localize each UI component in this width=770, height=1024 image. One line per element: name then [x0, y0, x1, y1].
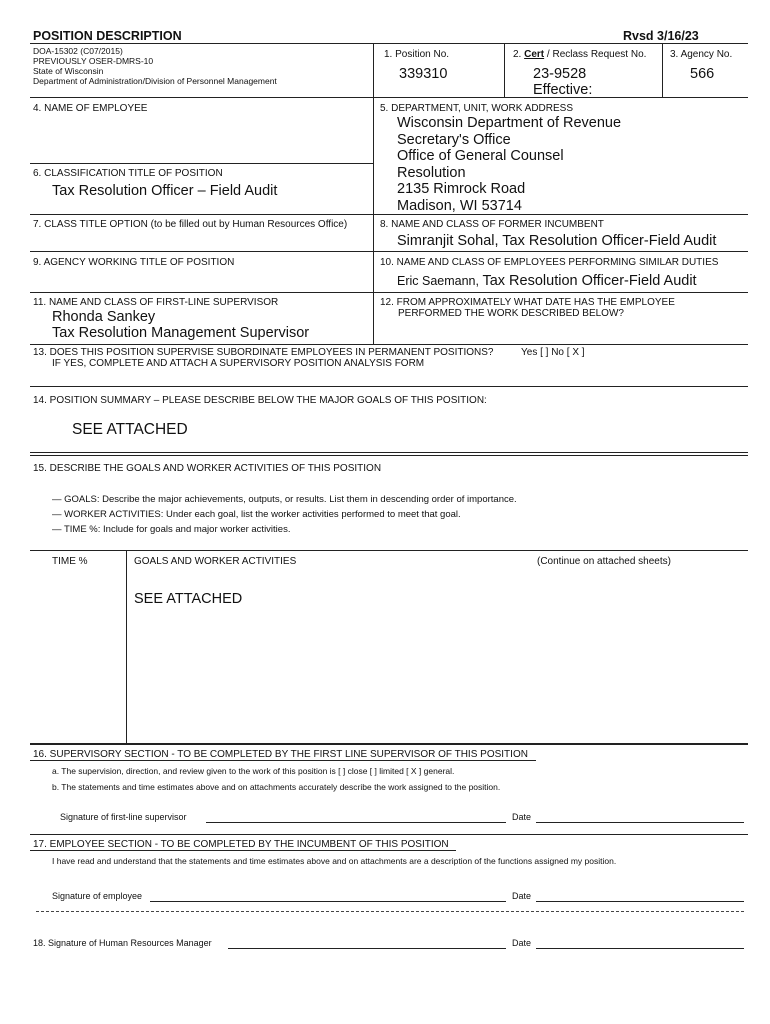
- hr-manager-signature-line[interactable]: [228, 948, 506, 949]
- goals-activities-label: 15. DESCRIBE THE GOALS AND WORKER ACTIVITIES OF THIS POSITION: [33, 463, 382, 474]
- classification-title-label: 6. CLASSIFICATION TITLE OF POSITION: [33, 168, 223, 179]
- effective-label: Effective:: [533, 82, 593, 98]
- address-line: Secretary's Office: [397, 131, 511, 148]
- revised-date: Rvsd 3/16/23: [623, 29, 699, 43]
- supervisory-section-label: 16. SUPERVISORY SECTION - TO BE COMPLETED BY THE FIRST LINE SUPERVISOR OF THIS POSITION: [33, 749, 528, 760]
- employee-signature-label: Signature of employee: [52, 891, 143, 901]
- similar-duties-value[interactable]: Eric Saemann, Tax Resolution Officer-Field Audit: [397, 273, 697, 289]
- agency-no-label: 3. Agency No.: [670, 49, 733, 60]
- address-line: 2135 Rimrock Road: [397, 181, 526, 198]
- employee-section-label: 17. EMPLOYEE SECTION - TO BE COMPLETED BY THE INCUMBENT OF THIS POSITION: [33, 839, 449, 850]
- supervisor-date-line[interactable]: [536, 822, 744, 823]
- state-text: State of Wisconsin: [33, 66, 104, 76]
- employee-date-label: Date: [512, 891, 532, 901]
- supervise-answer[interactable]: Yes [ ] No [ X ]: [521, 347, 585, 358]
- department-address-label: 5. DEPARTMENT, UNIT, WORK ADDRESS: [380, 103, 573, 114]
- supervise-question: 13. DOES THIS POSITION SUPERVISE SUBORDINATE EMPLOYEES IN PERMANENT POSITIONS?: [33, 347, 494, 358]
- supervisor-label: 11. NAME AND CLASS OF FIRST-LINE SUPERVISOR: [33, 297, 279, 308]
- cert-reclass-label: 2. Cert / Reclass Request No.: [513, 49, 647, 60]
- time-instruction: — TIME %: Include for goals and major worker activities.: [52, 524, 291, 535]
- position-summary-value[interactable]: SEE ATTACHED: [72, 421, 188, 438]
- address-line: Madison, WI 53714: [397, 197, 522, 214]
- date-performed-label-2: PERFORMED THE WORK DESCRIBED BELOW?: [398, 308, 624, 319]
- former-incumbent-label: 8. NAME AND CLASS OF FORMER INCUMBENT: [380, 219, 604, 230]
- position-no-label: 1. Position No.: [384, 49, 450, 60]
- previously-text: PREVIOUSLY OSER-DMRS-10: [33, 56, 154, 66]
- form-number: DOA-15302 (C07/2015): [33, 46, 123, 56]
- goals-activities-header: GOALS AND WORKER ACTIVITIES: [134, 556, 297, 567]
- position-no-value[interactable]: 339310: [399, 66, 448, 82]
- form-title: POSITION DESCRIPTION: [33, 29, 182, 43]
- department-text: Department of Administration/Division of Personnel Management: [33, 76, 277, 86]
- supervisor-date-label: Date: [512, 812, 532, 822]
- class-title-option-label: 7. CLASS TITLE OPTION (to be filled out by Human Resources Office): [33, 219, 348, 230]
- similar-duties-label: 10. NAME AND CLASS OF EMPLOYEES PERFORMING SIMILAR DUTIES: [380, 257, 719, 268]
- employee-signature-line[interactable]: [150, 901, 506, 902]
- position-summary-label: 14. POSITION SUMMARY – PLEASE DESCRIBE BELOW THE MAJOR GOALS OF THIS POSITION:: [33, 395, 487, 406]
- time-percent-header: TIME %: [52, 556, 88, 567]
- goals-instruction: — GOALS: Describe the major achievements, outputs, or results. List them in descending order of importance.: [52, 494, 517, 505]
- supervisor-title[interactable]: Tax Resolution Management Supervisor: [52, 325, 310, 341]
- classification-title-value[interactable]: Tax Resolution Officer – Field Audit: [52, 183, 278, 199]
- accuracy-statement: b. The statements and time estimates above and on attachments accurately describe the work assigned to the position.: [52, 782, 501, 792]
- goals-activities-value[interactable]: SEE ATTACHED: [134, 591, 243, 607]
- supervisor-signature-label: Signature of first-line supervisor: [60, 812, 187, 822]
- supervise-note: IF YES, COMPLETE AND ATTACH A SUPERVISORY POSITION ANALYSIS FORM: [52, 358, 425, 369]
- address-line: Wisconsin Department of Revenue: [397, 115, 622, 131]
- supervisor-name[interactable]: Rhonda Sankey: [52, 309, 156, 325]
- employee-name-label: 4. NAME OF EMPLOYEE: [33, 103, 148, 114]
- worker-activities-instruction: — WORKER ACTIVITIES: Under each goal, list the worker activities performed to meet that goal.: [52, 509, 461, 520]
- employee-statement: I have read and understand that the statements and time estimates above and on attachments are a description of the functions assigned my position.: [52, 856, 617, 866]
- continue-note: (Continue on attached sheets): [537, 556, 671, 567]
- employee-date-line[interactable]: [536, 901, 744, 902]
- agency-no-value[interactable]: 566: [690, 66, 715, 82]
- hr-manager-date-label: Date: [512, 938, 532, 948]
- cert-request-value[interactable]: 23-9528: [533, 66, 587, 82]
- hr-manager-signature-label: 18. Signature of Human Resources Manager: [33, 938, 212, 948]
- supervisor-signature-line[interactable]: [206, 822, 506, 823]
- working-title-label: 9. AGENCY WORKING TITLE OF POSITION: [33, 257, 235, 268]
- supervision-level-statement[interactable]: a. The supervision, direction, and review given to the work of this position is [ ] close [ ] limited [ X ] general.: [52, 766, 455, 776]
- address-line: Office of General Counsel: [397, 148, 564, 165]
- hr-manager-date-line[interactable]: [536, 948, 744, 949]
- address-line: Resolution: [397, 164, 466, 181]
- department-address-value[interactable]: [397, 115, 737, 215]
- former-incumbent-value[interactable]: Simranjit Sohal, Tax Resolution Officer-Field Audit: [397, 233, 717, 249]
- date-performed-label-1: 12. FROM APPROXIMATELY WHAT DATE HAS THE EMPLOYEE: [380, 297, 675, 308]
